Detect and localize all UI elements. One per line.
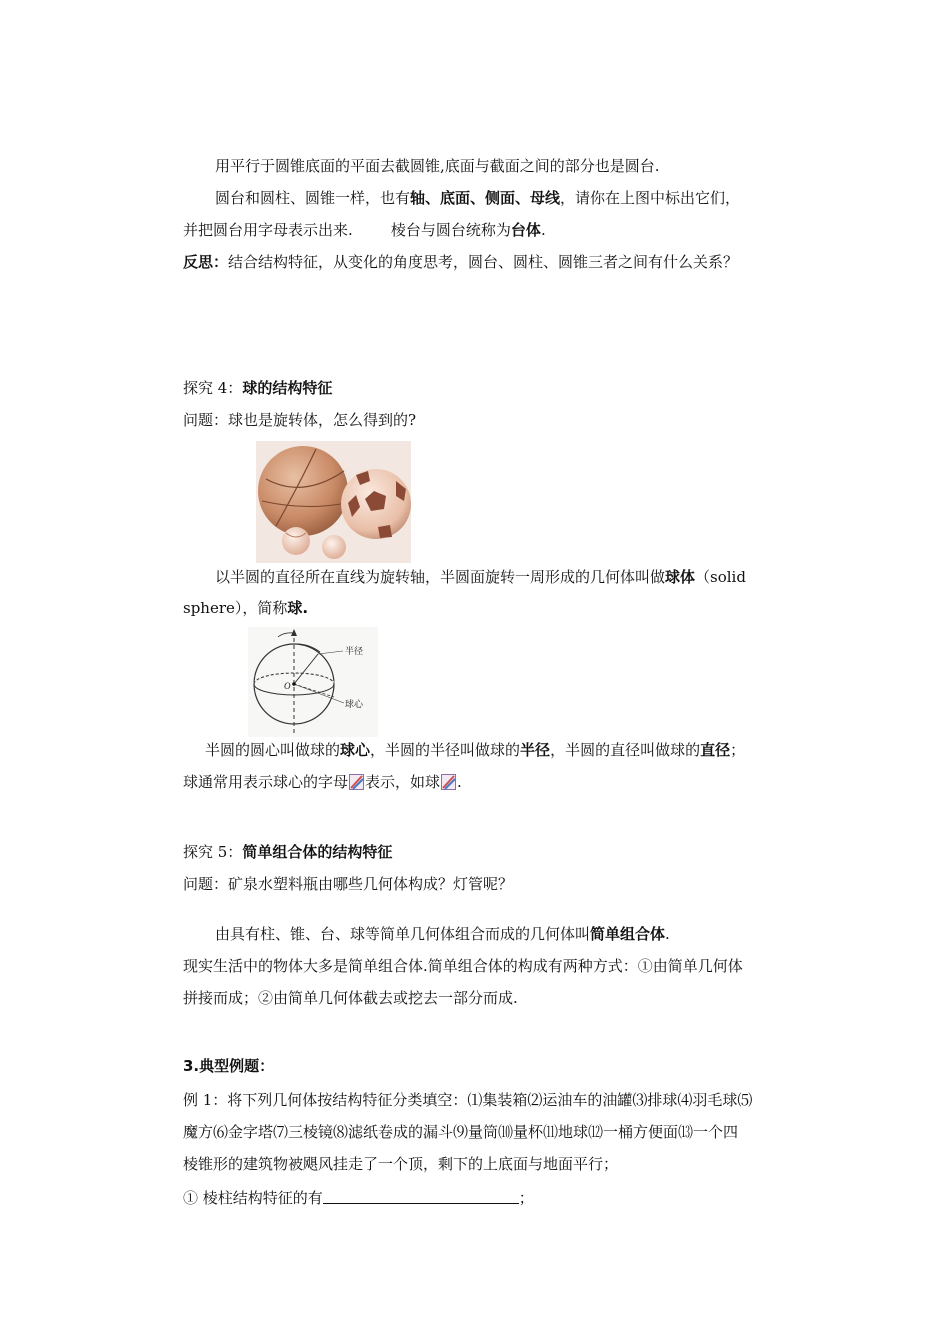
paragraph-composite-ways: 现实生活中的物体大多是简单组合体.简单组合体的构成有两种方式：①由简单几何体 [183, 957, 743, 975]
formula-image-icon [349, 774, 364, 790]
small-ball-icon [282, 527, 310, 555]
section-heading-examples: 3.典型例题： [183, 1057, 275, 1075]
section-heading-4: 探究 4：球的结构特征 [183, 379, 333, 397]
example-1-blank-prism: ① 棱柱结构特征的有 ； [183, 1189, 534, 1207]
paragraph-frustum-elements: 圆台和圆柱、圆锥一样，也有轴、底面、侧面、母线，请你在上图中标出它们， [215, 189, 741, 207]
section-heading-5: 探究 5：简单组合体的结构特征 [183, 843, 393, 861]
radius-label: 半径 [345, 647, 364, 657]
paragraph-sphere-notation: 球通常用表示球心的字母 表示，如球 . [183, 773, 462, 791]
paragraph-frustum-definition: 用平行于圆锥底面的平面去截圆锥,底面与截面之间的部分也是圆台. [215, 157, 660, 175]
paragraph-composite-ways-cont: 拼接而成；②由简单几何体截去或挖去一部分而成. [183, 989, 518, 1007]
formula-image-icon-2 [441, 774, 456, 790]
example-1-line-3: 棱锥形的建筑物被飓风挂走了一个顶，剩下的上底面与地面平行； [183, 1155, 619, 1173]
balls-photo [256, 441, 411, 563]
question-sphere: 问题：球也是旋转体，怎么得到的? [183, 411, 417, 429]
example-1-line-1: 例 1：将下列几何体按结构特征分类填空：⑴集装箱⑵运油车的油罐⑶排球⑷羽毛球⑸ [183, 1091, 753, 1109]
example-1-line-2: 魔方⑹金字塔⑺三棱镜⑻滤纸卷成的漏斗⑼量筒⑽量杯⑾地球⑿一桶方便面⒀一个四 [183, 1123, 739, 1141]
sphere-diagram [248, 627, 378, 737]
paragraph-reflection: 反思：结合结构特征，从变化的角度思考，圆台、圆柱、圆锥三者之间有什么关系？ [183, 253, 739, 271]
question-composite: 问题：矿泉水塑料瓶由哪些几何体构成？灯管呢？ [183, 875, 514, 893]
paragraph-composite-definition: 由具有柱、锥、台、球等简单几何体组合而成的几何体叫简单组合体. [215, 925, 670, 943]
paragraph-sphere-short: sphere），简称球. [183, 599, 309, 617]
center-label: 球心 [345, 700, 364, 710]
tiny-ball-icon [322, 535, 346, 559]
paragraph-sphere-parts: 半圆的圆心叫做球的球心，半圆的半径叫做球的半径，半圆的直径叫做球的直径； [205, 741, 746, 759]
paragraph-platform-solid: 并把圆台用字母表示出来. 棱台与圆台统称为台体. [183, 221, 546, 239]
center-label-o: O [284, 681, 291, 691]
answer-blank[interactable] [323, 1189, 519, 1204]
basketball-icon [258, 446, 348, 536]
paragraph-sphere-definition: 以半圆的直径所在直线为旋转轴，半圆面旋转一周形成的几何体叫做球体（solid [215, 568, 746, 586]
